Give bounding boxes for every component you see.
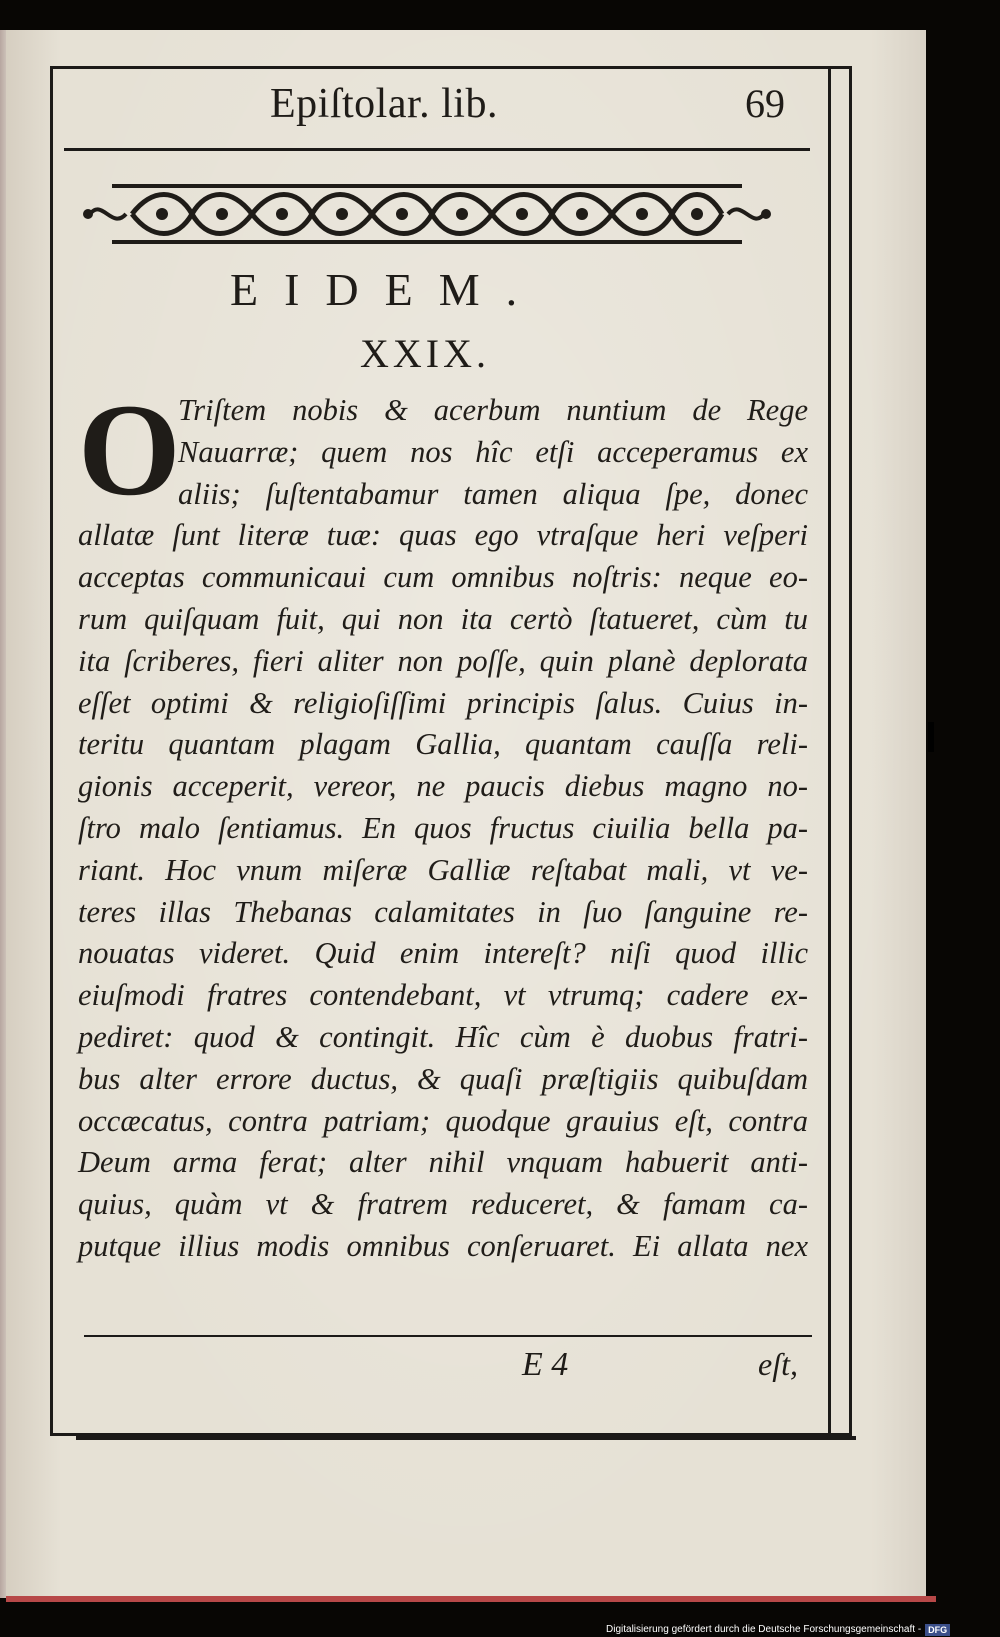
text-line: ſtro malo ſentiamus. En quos fructus ciuilia bella pa- <box>78 810 808 845</box>
text-line: Nauarræ; quem nos hîc etſi acceperamus ex <box>178 434 808 469</box>
text-line: putque illius modis omnibus conſeruaret. Ei allata nex <box>78 1228 808 1263</box>
text-line: occæcatus, contra patriam; quodque grauius eſt, contra <box>78 1103 808 1138</box>
letter-heading: EIDEM. <box>230 264 544 315</box>
page-number: 69 <box>745 81 785 126</box>
ornamental-headpiece-icon <box>82 176 772 252</box>
text-line: pediret: quod & contingit. Hîc cùm è duobus fratri- <box>78 1019 808 1054</box>
signature-mark: E 4 <box>522 1346 569 1383</box>
text-line: teres illas Thebanas calamitates in ſuo ſanguine re- <box>78 894 808 929</box>
footer-rule <box>84 1335 812 1337</box>
frame-double-rule-bottom <box>76 1436 856 1440</box>
text-line: allatæ ſunt literæ tuæ: quas ego vtraſque heri veſperi <box>78 518 808 553</box>
text-line: teritu quantam plagam Gallia, quantam cauſſa reli- <box>78 727 808 762</box>
page-edge-strip <box>6 1596 936 1602</box>
text-line: Triſtem nobis & acerbum nuntium de Rege <box>178 393 808 427</box>
text-line: quius, quàm vt & fratrem reduceret, & famam ca- <box>78 1187 808 1222</box>
header-rule <box>64 148 810 151</box>
text-line: nouatas videret. Quid enim intereſt? niſi quod illic <box>78 936 808 971</box>
text-line: acceptas communicaui cum omnibus noſtris: neque eo- <box>78 560 808 595</box>
drop-cap: O <box>78 376 181 523</box>
text-line: riant. Hoc vnum miſeræ Galliæ reſtabat mali, vt ve- <box>78 852 808 887</box>
digitization-credit <box>606 1622 950 1637</box>
frame-double-rule-right <box>828 66 831 1436</box>
page-edge-mark <box>928 722 934 752</box>
letter-number: XXIX. <box>360 331 490 376</box>
letter-body <box>78 390 808 1268</box>
text-line: ita ſcriberes, fieri aliter non poſſe, quin planè deplorata <box>78 643 808 678</box>
dfg-logo-icon: DFG <box>925 1624 950 1636</box>
text-line: eſſet optimi & religioſiſſimi principis ſalus. Cuius in- <box>78 685 808 720</box>
catchword: eſt, <box>758 1346 798 1382</box>
running-head-title: Epiſtolar. lib. <box>270 81 498 127</box>
text-line: bus alter errore ductus, & quaſi præſtigiis quibuſdam <box>78 1061 808 1096</box>
text-line: rum quiſquam fuit, qui non ita certò ſtatueret, cùm tu <box>78 601 808 636</box>
text-line: gionis acceperit, vereor, ne paucis diebus magno no- <box>78 769 808 804</box>
digitization-credit-text: Digitalisierung gefördert durch die Deutsche Forschungsgemeinschaft - <box>606 1624 922 1635</box>
text-line: eiuſmodi fratres contendebant, vt vtrumq; cadere ex- <box>78 978 808 1013</box>
text-line: aliis; ſuſtentabamur tamen aliqua ſpe, donec <box>178 476 808 511</box>
text-line: Deum arma ferat; alter nihil vnquam habuerit anti- <box>78 1145 808 1180</box>
